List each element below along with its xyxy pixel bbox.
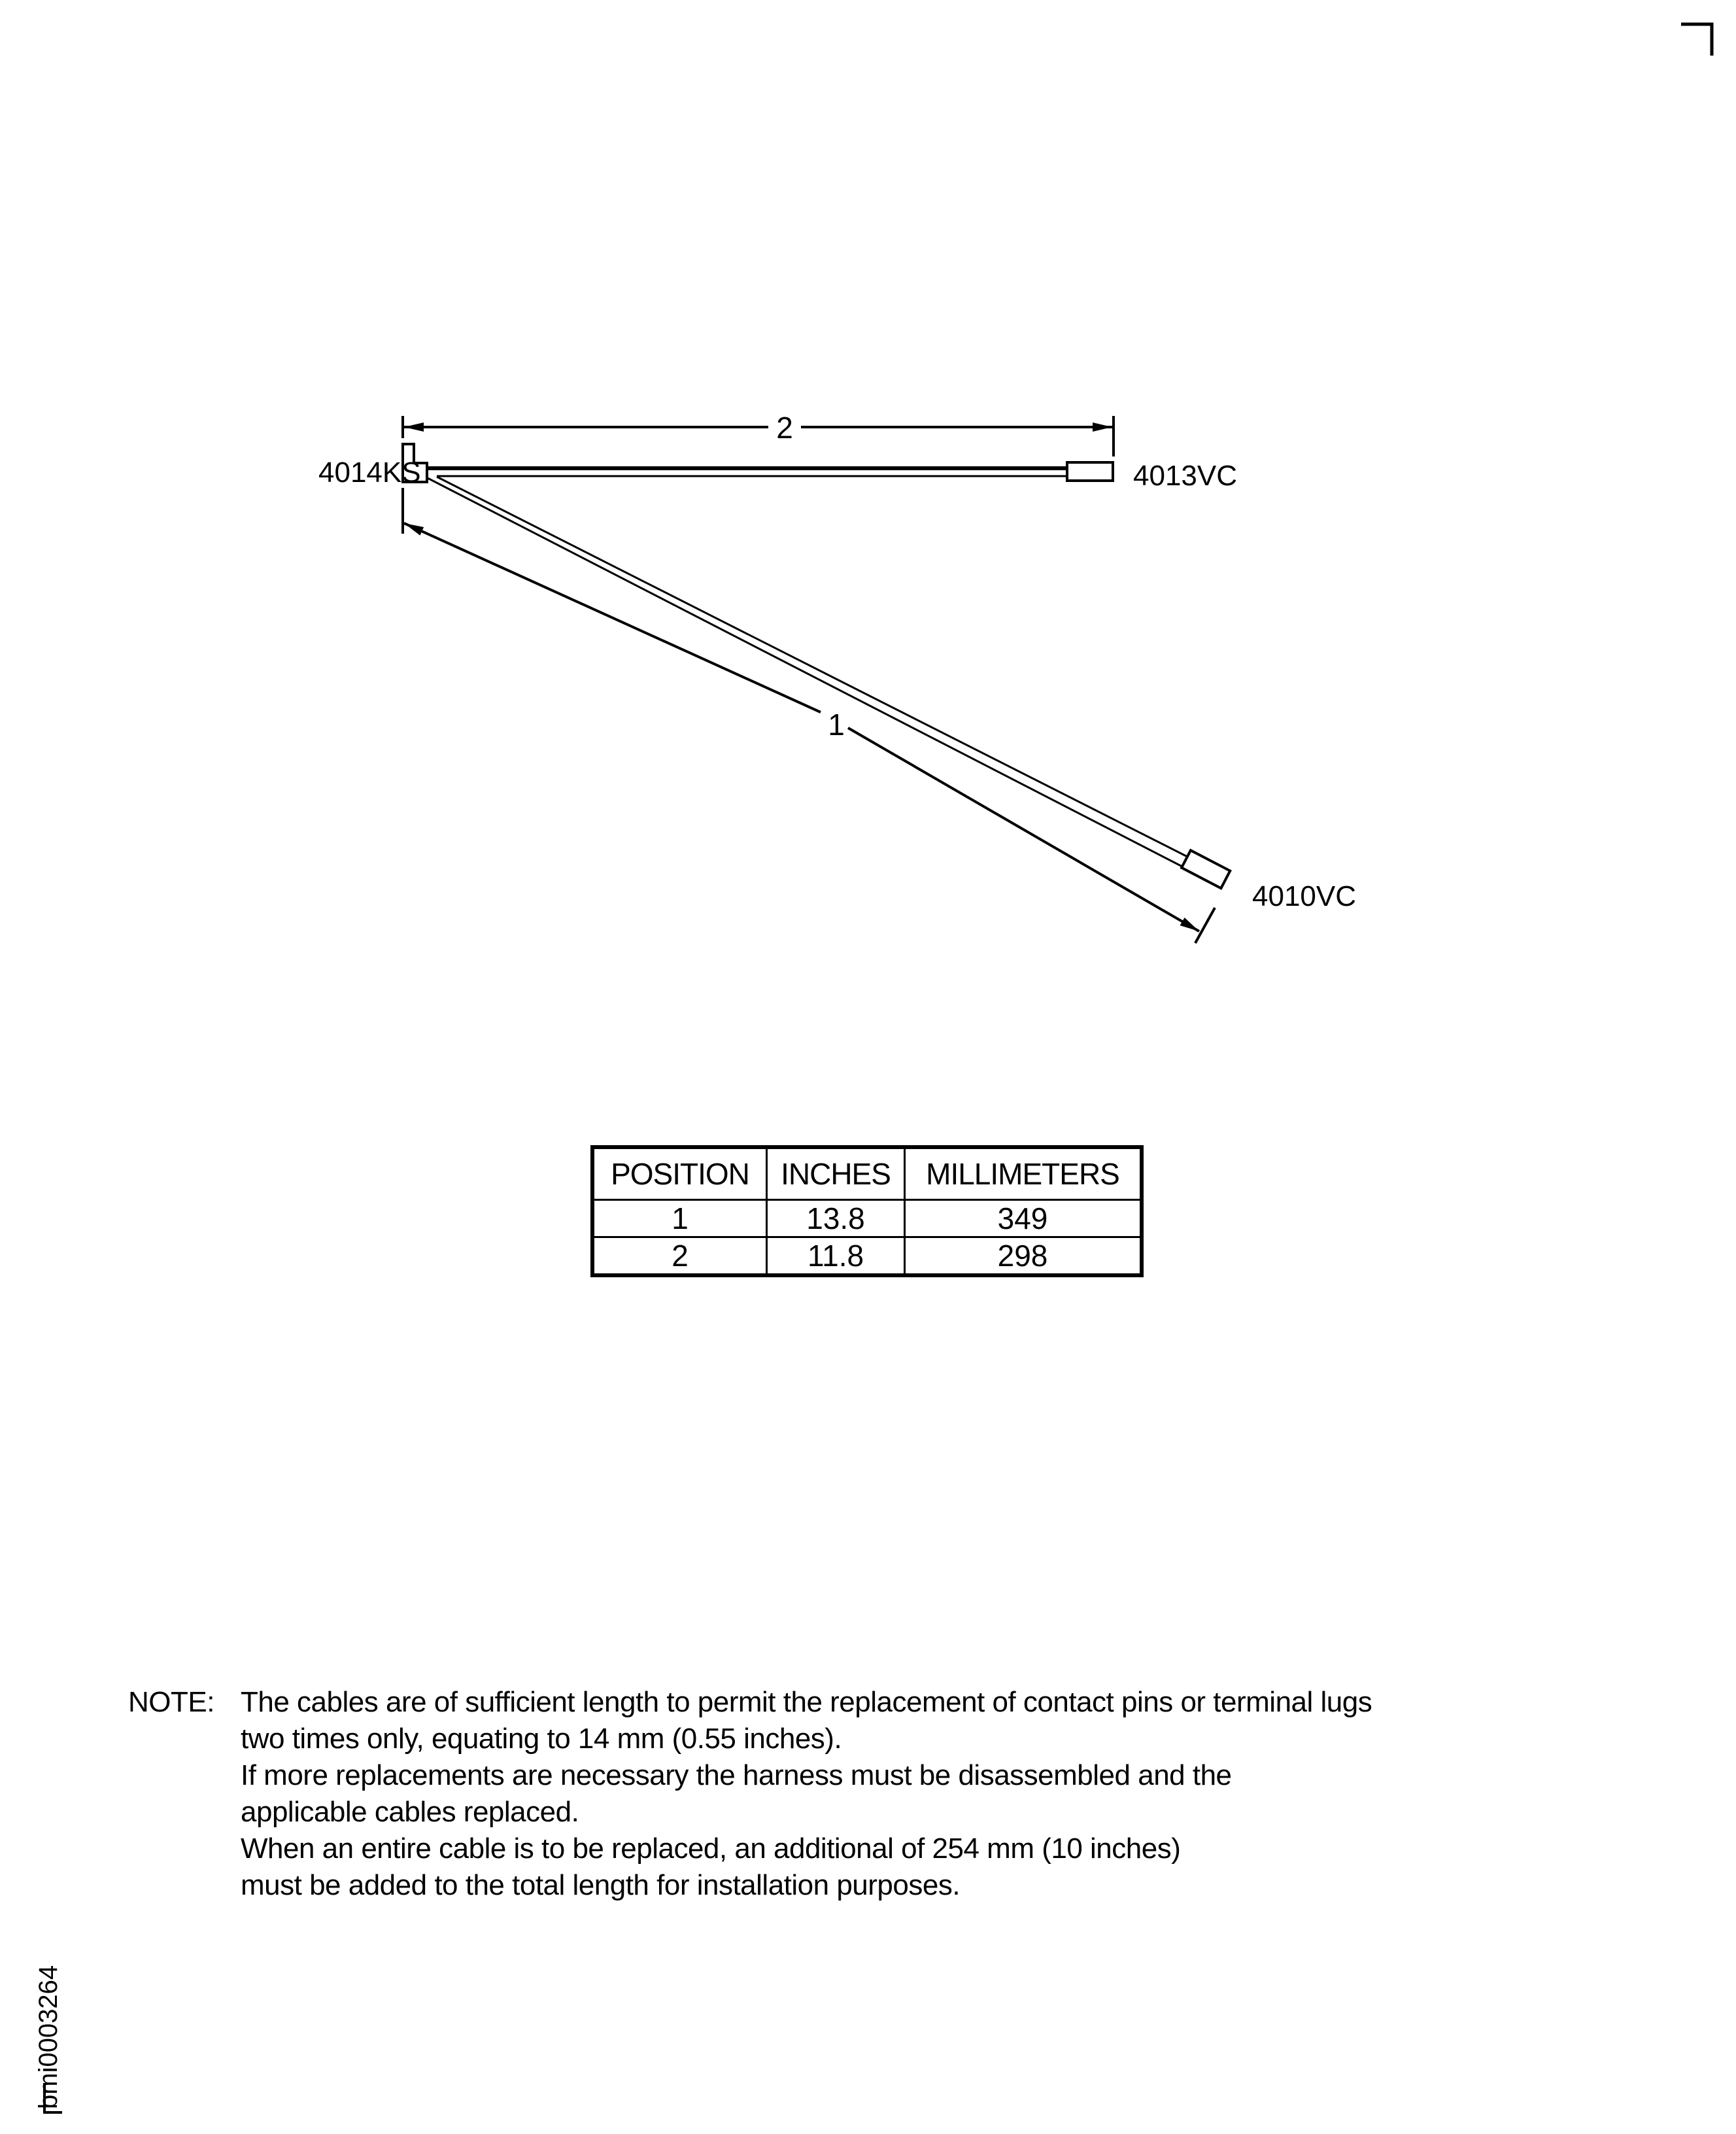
connector-label-4010vc: 4010VC <box>1252 880 1357 912</box>
note-label: NOTE: <box>128 1686 214 1718</box>
note-line: must be added to the total length for installation purposes. <box>241 1869 961 1901</box>
cable-length-table <box>590 1145 1144 1277</box>
cable-position-2 <box>427 468 1067 476</box>
connector-4010vc <box>1182 850 1230 888</box>
dimension-position-1 <box>403 488 1215 943</box>
note-line: When an entire cable is to be replaced, an additional of 254 mm (10 inches) <box>241 1833 1181 1865</box>
cell-millimeters: 349 <box>905 1200 1142 1237</box>
cable-position-1 <box>428 477 1191 868</box>
connector-4013vc <box>1067 462 1113 481</box>
connector-label-4013vc: 4013VC <box>1133 460 1238 492</box>
note-body <box>241 1684 1372 1904</box>
cell-position: 1 <box>592 1200 767 1237</box>
note-line: two times only, equating to 14 mm (0.55 inches). <box>241 1723 842 1755</box>
connector-label-4014ks: 4014KS <box>318 456 421 489</box>
note-line: If more replacements are necessary the harness must be disassembled and the <box>241 1759 1232 1791</box>
reference-code: bmi0003264 <box>34 1965 63 2109</box>
header-millimeters: MILLIMETERS <box>905 1147 1142 1200</box>
dimension-position-2 <box>403 411 1114 456</box>
cell-millimeters: 298 <box>905 1237 1142 1276</box>
note-line: applicable cables replaced. <box>241 1796 579 1828</box>
table-row <box>592 1200 1142 1237</box>
dimension-label-1: 1 <box>828 708 845 742</box>
header-inches: INCHES <box>767 1147 905 1200</box>
table-header-row <box>592 1147 1142 1200</box>
cell-inches: 13.8 <box>767 1200 905 1237</box>
dimension-label-2: 2 <box>776 411 793 445</box>
table-row <box>592 1237 1142 1276</box>
note-line: The cables are of sufficient length to permit the replacement of contact pins or terminal lugs <box>241 1686 1372 1718</box>
corner-mark-top-right <box>1681 24 1712 56</box>
header-position: POSITION <box>592 1147 767 1200</box>
cell-inches: 11.8 <box>767 1237 905 1276</box>
cell-position: 2 <box>592 1237 767 1276</box>
